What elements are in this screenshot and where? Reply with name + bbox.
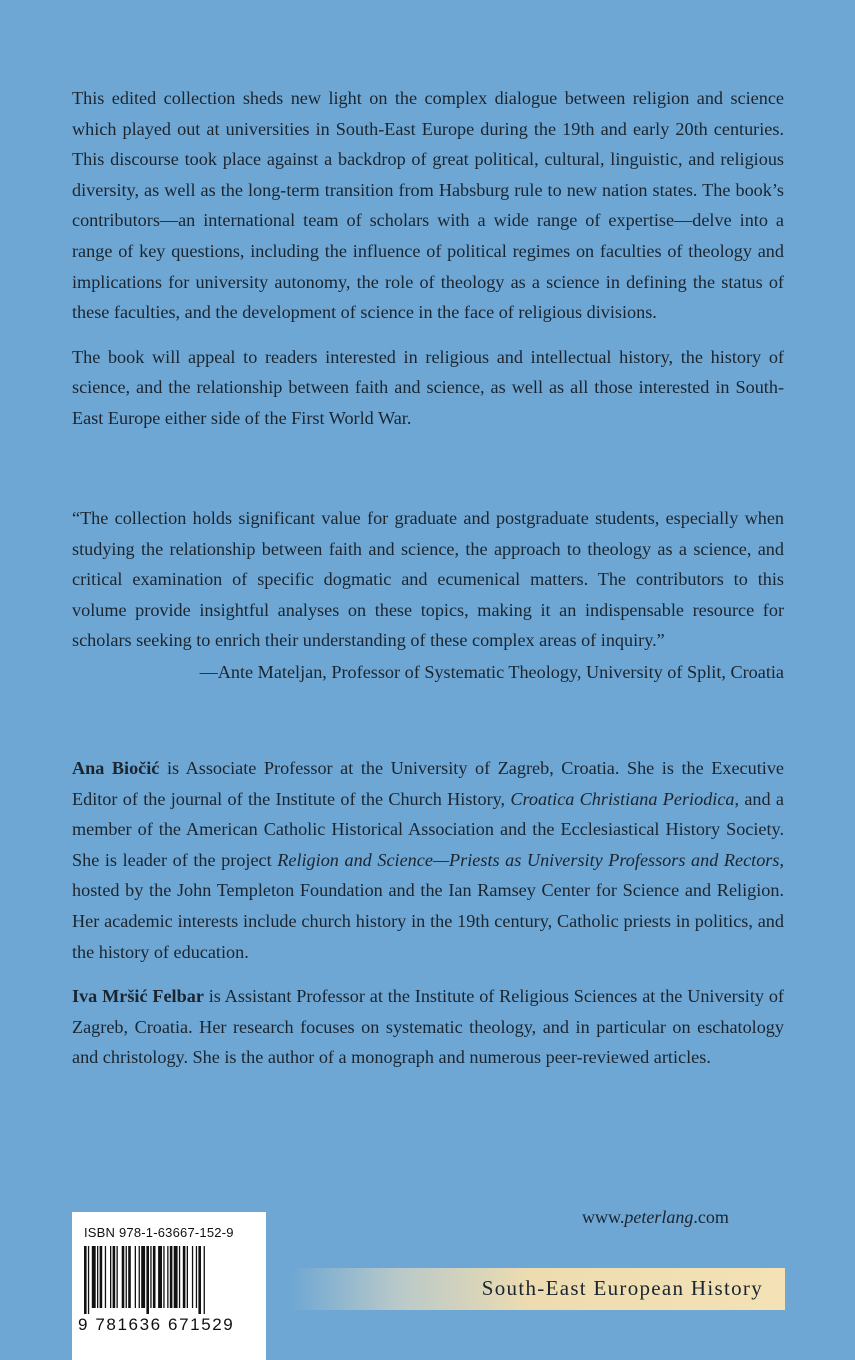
barcode-bar <box>105 1246 106 1308</box>
barcode-bar <box>192 1246 193 1308</box>
book-description <box>72 83 784 434</box>
bio-text: is Assistant Professor at the Institute of Religious Sciences at the University of Zagreb, Croatia. Her research focuses on systematic theology, and in particular on eschatology and christology. She is the author of a monograph and numerous peer-reviewed articles. <box>72 986 784 1068</box>
bio-text: , and a member of the American Catholic Historical Association and the Ecclesiastical History Society. She is leader of the project <box>72 788 784 870</box>
author-bios <box>72 753 784 1073</box>
barcode-bar <box>126 1246 127 1308</box>
journal-title: Croatica Christiana Periodica <box>510 788 735 809</box>
endorsement-quote: “The collection holds significant value for graduate and postgraduate students, especially when studying the relationship between faith and science, the approach to theology as a science, and critical examination of specific dogmatic and ecumenical matters. The contributors to this volume provide insightful analyses on these topics, making it an indispensable resource for scholars seeking to enrich their understanding of these complex areas of inquiry.” <box>72 508 784 651</box>
barcode-bar <box>92 1246 96 1308</box>
bio-text: is Associate Professor at the University of Zagreb, Croatia. She is the Executive Editor of the journal of the Institute of the Church History, <box>72 758 784 809</box>
barcode-bar <box>170 1246 173 1308</box>
barcode-bar <box>110 1246 111 1308</box>
barcode-bar <box>128 1246 131 1308</box>
isbn-barcode <box>72 1212 266 1360</box>
description-paragraph-1: This edited collection sheds new light on the complex dialogue between religion and science which played out at universities in South-East Europe during the 19th and early 20th centuries. This discourse took place against a backdrop of great political, cultural, linguistic, and religious diversity, as well as the long-term transition from Habsburg rule to new nation states. The book’s contributors—an international team of scholars with a wide range of expertise—delve into a range of key questions, including the influence of political regimes on faculties of theology and implications for university autonomy, the role of theology as a science in defining the status of these faculties, and the development of science in the face of religious divisions. <box>72 88 784 323</box>
website-suffix: .com <box>693 1207 729 1227</box>
barcode-bar <box>153 1246 156 1308</box>
project-title: Religion and Science—Priests as University Professors and Rectors <box>277 849 780 870</box>
barcode-bar <box>174 1246 178 1308</box>
publisher-name: peterlang <box>624 1207 694 1227</box>
barcode-bar <box>113 1246 116 1308</box>
barcode-bar <box>183 1246 186 1308</box>
series-title: South-East European History <box>481 1276 763 1300</box>
barcode-bar <box>117 1246 118 1308</box>
barcode-bar <box>196 1246 197 1308</box>
publisher-website[interactable] <box>582 1207 729 1228</box>
author-name: Ana Biočić <box>72 758 160 778</box>
barcode-bar <box>179 1246 180 1308</box>
barcode-bar <box>204 1246 205 1314</box>
author-name: Iva Mršić Felbar <box>72 986 204 1007</box>
barcode-bar <box>100 1246 103 1308</box>
barcode-bar <box>158 1246 162 1308</box>
series-band <box>290 1268 785 1310</box>
barcode-bar <box>139 1246 140 1308</box>
endorsement <box>72 503 784 688</box>
bio-text: , hosted by the John Templeton Foundation and the Ian Ramsey Center for Science and Religion. Her academic interests include church history in the 19th century, Catholic priests in politics, and the history of education. <box>72 849 784 962</box>
description-paragraph-2: The book will appeal to readers interested in religious and intellectual history, the history of science, and the relationship between faith and science, as well as all those interested in South-East Europe either side of the First World War. <box>72 346 784 428</box>
barcode-bar <box>187 1246 188 1308</box>
barcode-bars <box>80 1246 258 1314</box>
barcode-digits: 9 781636 671529 <box>78 1315 235 1334</box>
barcode-bar <box>198 1246 201 1314</box>
barcode-bar <box>88 1246 89 1314</box>
barcode-bar <box>163 1246 164 1308</box>
barcode-bar <box>141 1246 145 1308</box>
barcode-bar <box>122 1246 125 1308</box>
barcode-bar <box>146 1246 149 1314</box>
barcode-bar <box>84 1246 87 1314</box>
endorsement-attribution: —Ante Mateljan, Professor of Systematic Theology, University of Split, Croatia <box>199 661 784 682</box>
barcode-bar <box>167 1246 168 1308</box>
isbn-label: ISBN 978-1-63667-152-9 <box>84 1225 234 1240</box>
bio-iva-mrsic-felbar <box>72 981 784 1073</box>
barcode-bar <box>97 1246 98 1308</box>
website-prefix: www. <box>582 1207 625 1227</box>
bio-ana-biocic <box>72 753 784 967</box>
barcode-bar <box>135 1246 136 1308</box>
barcode-bar <box>150 1246 151 1308</box>
